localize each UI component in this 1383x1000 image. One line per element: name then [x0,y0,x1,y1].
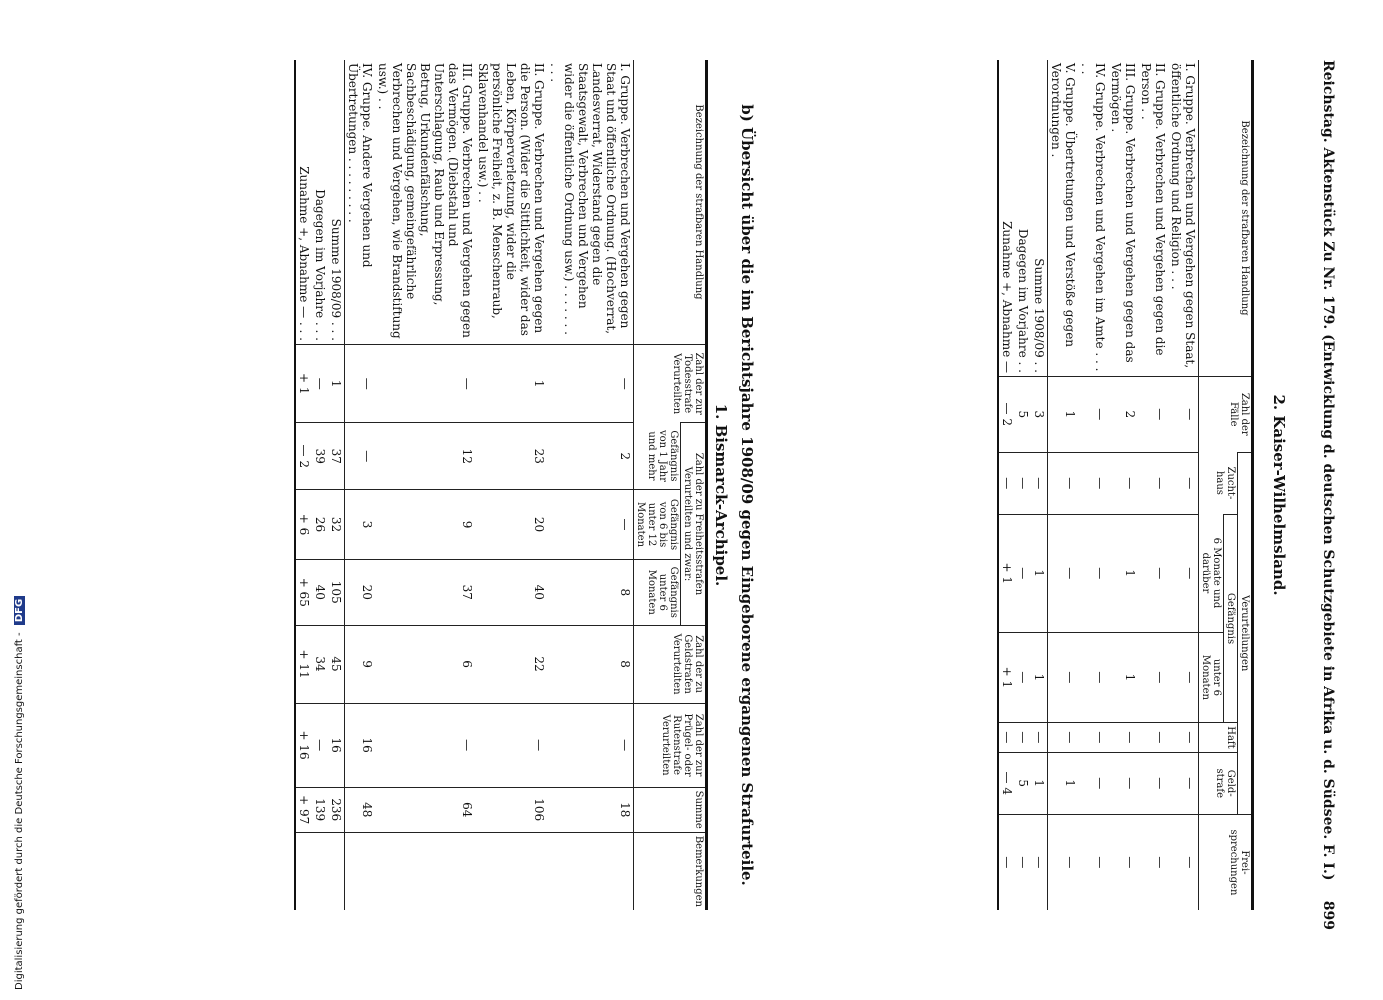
table-cell: 40 [312,560,328,625]
row-label: Zunahme +, Abnahme — [1000,221,1014,373]
table-cell: 1 [1031,752,1048,814]
table-cell: — [1168,723,1199,752]
table-cell: — [1108,723,1138,752]
table-cell: 16 [328,703,345,787]
table-cell: — [1048,814,1079,910]
table-row [328,60,345,910]
table-cell: — [1108,452,1138,514]
digitization-credit [14,596,25,990]
table-cell: 32 [328,490,345,560]
table-row [1108,60,1138,910]
row-label: I. Gruppe. Verbrechen und Vergehen gegen Staat und öffentliche Ordnung. (Hochverrat, Landesverrat, Widerstand gegen die Staatsgewalt, Verbrechen und Vergehen wider die öffentliche Ordnung usw.) . . . . . . . . . . [548,63,632,335]
table-cell: 9 [345,625,376,703]
col-offense: Bezeichnung der strafbaren Handlung [1199,60,1253,377]
table-cell: 6 [375,625,475,703]
table-cell: — 4 [998,752,1015,814]
col-cases: Zahl der Fälle [1199,377,1253,453]
row-label: II. Gruppe. Verbrechen und Vergehen gegen die Person . . [1139,63,1167,356]
col-gef-unter-6: unter 6 Monaten [1199,632,1224,723]
dfg-logo-icon: DFG [14,596,25,625]
table-cell: 26 [312,490,328,560]
table-cell: 9 [375,490,475,560]
table-cell: — [1108,752,1138,814]
col-gef-6-12: Gefängnis von 6 bis unter 12 Monaten [634,490,681,560]
table-row [295,60,312,910]
page-number: 899 [1320,900,1336,930]
table-cell [345,832,376,910]
table-cell: — [1138,632,1168,723]
row-label: Summe 1908/09 . . [1031,60,1048,377]
table-cell: — [1015,452,1031,514]
table-cell: 20 [475,490,547,560]
table-cell: — 2 [998,377,1015,453]
table-cell: — [1015,514,1031,632]
table-cell: — [345,345,376,423]
header-title: Reichstag. Aktenstück Zu Nr. 179. (Entwicklung d. deutschen Schutzgebiete in Afrika u. d. Südsee. F. I.) [1320,60,1336,881]
table-cell: 37 [328,423,345,490]
table-cell: — [1108,814,1138,910]
table-cell: 105 [328,560,345,625]
table-cell: + 11 [295,625,312,703]
table-row [345,60,376,910]
row-label: Dagegen im Vorjahre . . [1016,228,1030,373]
col-zuchthaus: Zucht-haus [1199,452,1238,514]
table-cell: + 1 [295,345,312,423]
table-row [375,60,475,910]
table-row [1138,60,1168,910]
table-cell: — [1078,377,1108,453]
table-cell: 16 [345,703,376,787]
table-cell: — [1078,723,1108,752]
col-freisprechungen: Frei-sprechungen [1199,814,1253,910]
running-header [1314,60,1340,930]
table-cell: — [547,703,634,787]
table-cell: — [1048,514,1079,632]
table-cell: 18 [547,787,634,832]
table-cell: 23 [475,423,547,490]
table-cell: 1 [1108,514,1138,632]
section1-title: 2. Kaiser-Wilhelmsland. [1270,394,1288,596]
table-row [1015,60,1031,910]
table-cell: — 2 [295,423,312,490]
table-cell [375,832,475,910]
table-cell: 20 [345,560,376,625]
table-cell: — [1138,723,1168,752]
col-freiheitsstrafen: Zahl der zu Freiheitsstrafen Verurteilten und zwar: [681,423,707,625]
table-cell: 45 [328,625,345,703]
table-cell: — [1168,632,1199,723]
table-cell: 139 [312,787,328,832]
table-cell: 1 [475,345,547,423]
table-cell: — [1168,514,1199,632]
row-label: III. Gruppe. Verbrechen und Vergehen gegen das Vermögen . [1109,63,1137,363]
table-cell: — [1078,514,1108,632]
table-cell: 34 [312,625,328,703]
table-cell: — [1078,752,1108,814]
row-label: Summe 1908/09 . . . [328,60,345,345]
table-cell: — [1078,452,1108,514]
table-cell: — [312,703,328,787]
row-label: III. Gruppe. Verbrechen und Vergehen gegen das Vermögen. (Diebstahl und Unterschlagung, Raub und Erpressung, Betrug, Urkundenfälschung, Sachbeschädigung, gemeingefährliche Verbrechen und Vergehen, wie Brandstiftung usw.) . . [376,63,474,339]
table-cell: — [547,345,634,423]
col-verurteilungen: Verurteilungen [1238,452,1253,814]
table-cell: — [345,423,376,490]
table-cell: — [1078,814,1108,910]
table-cell: — [547,490,634,560]
col-bemerkungen: Bemerkungen [634,832,707,910]
table-cell [328,832,345,910]
table-cell: 64 [375,787,475,832]
table-cell: 2 [547,423,634,490]
table-cell: — [1031,452,1048,514]
table-cell: 39 [312,423,328,490]
table-cell [475,832,547,910]
table-cell: 1 [1031,632,1048,723]
table2-body [295,60,634,910]
col-gef-6-monate: 6 Monate und darüber [1199,514,1224,632]
row-label: I. Gruppe. Verbrechen und Vergehen gegen Staat, öffentliche Ordnung und Religion . . . [1169,63,1197,369]
credit-text: Digitalisierung gefördert durch die Deutsche Forschungsgemeinschaft - [14,632,25,990]
table-cell: — [1015,814,1031,910]
row-label: Zunahme +, Abnahme — . . . [297,166,311,341]
table-bismarck-archipel [294,60,708,910]
col-pruegelstrafe: Zahl der zur Prügel- oder Rutenstrafe Verurteilten [634,703,707,787]
table-row [312,60,328,910]
col-geldstrafe: Geld-strafe [1199,752,1238,814]
table-cell: — [998,723,1015,752]
table-cell: — [1015,632,1031,723]
table-cell: 8 [547,560,634,625]
table-kaiser-wilhelmsland [997,60,1254,910]
table-cell [295,832,312,910]
table-cell: — [1138,752,1168,814]
table-cell: 1 [328,345,345,423]
table-cell: 236 [328,787,345,832]
table-cell: — [1048,632,1079,723]
table-cell: 1 [1108,632,1138,723]
table-cell: 40 [475,560,547,625]
table-cell: + 1 [998,632,1015,723]
table-cell: 1 [1048,377,1079,453]
table-row [1048,60,1079,910]
col-haft: Haft [1199,723,1238,752]
table-cell: — [1031,814,1048,910]
table-cell [312,832,328,910]
table-cell: + 16 [295,703,312,787]
table-cell: 37 [375,560,475,625]
table-cell: + 65 [295,560,312,625]
table-cell: — [998,452,1015,514]
table-row [547,60,634,910]
table-cell: — [375,345,475,423]
table-cell: 106 [475,787,547,832]
col-summe: Summe [634,787,707,832]
col-gef-1-jahr: Gefängnis von 1 Jahr und mehr [634,423,681,490]
table-cell: 8 [547,625,634,703]
section2-title: 1. Bismarck-Archipel. [712,403,730,587]
row-label: Dagegen im Vorjahre . . . [313,189,327,341]
col-gef-unter-6: Gefängnis unter 6 Monaten [634,560,681,625]
table-cell: — [375,703,475,787]
table-cell: 3 [345,490,376,560]
table-cell: — [1168,814,1199,910]
table-row [475,60,547,910]
table-row [1078,60,1108,910]
table-cell: 22 [475,625,547,703]
table-cell: 3 [1031,377,1048,453]
table-cell: — [1168,377,1199,453]
col-todesstrafe: Zahl der zur Todesstrafe Verurteilten [634,345,707,423]
table-cell: + 6 [295,490,312,560]
table-cell: — [475,703,547,787]
col-gefaengnis: Gefängnis [1224,514,1238,722]
table-row [1168,60,1199,910]
table-cell: + 97 [295,787,312,832]
section2-heading: b) Übersicht über die im Berichtsjahre 1908/09 gegen Eingeborene ergangenen Strafurteile. [738,104,756,886]
table-cell: — [998,814,1015,910]
table-row [998,60,1015,910]
table-cell: 5 [1015,377,1031,453]
table-cell: — [312,345,328,423]
col-offense: Bezeichnung der strafbaren Handlung [634,60,707,345]
row-label: IV. Gruppe. Andere Vergehen und Übertretungen . . . . . . . . . [346,63,374,268]
table1-body [998,60,1199,910]
table-cell: 12 [375,423,475,490]
table-cell: 5 [1015,752,1031,814]
table-cell: 1 [1048,752,1079,814]
table-cell: — [1048,723,1079,752]
table-cell: — [1078,632,1108,723]
table-cell: 1 [1031,514,1048,632]
col-geldstrafen: Zahl der zu Geldstrafen Verurteilten [634,625,707,703]
table-cell: — [1168,452,1199,514]
table-cell: — [1015,723,1031,752]
table-cell: + 1 [998,514,1015,632]
table-cell: — [1168,752,1199,814]
table-cell: — [1138,452,1168,514]
table-cell: 48 [345,787,376,832]
table-cell: 2 [1108,377,1138,453]
table-cell [547,832,634,910]
row-label: V. Gruppe. Übertretungen und Verstöße gegen Verordnungen . [1049,63,1077,348]
row-label: II. Gruppe. Verbrechen und Vergehen gegen die Person. (Wider die Sittlichkeit, wider das Leben, Körperverletzung, wider die persönliche Freiheit, z. B. Menschenraub, Sklavenhandel usw.) . . [476,63,546,336]
table-cell: — [1138,514,1168,632]
table-cell: — [1138,814,1168,910]
row-label: IV. Gruppe. Verbrechen und Vergehen im Amte . . . . . [1079,63,1107,372]
rotated-sheet [80,60,1340,930]
table-cell: — [1031,723,1048,752]
table-cell: — [1138,377,1168,453]
table-row [1031,60,1048,910]
table-cell: — [1048,452,1079,514]
